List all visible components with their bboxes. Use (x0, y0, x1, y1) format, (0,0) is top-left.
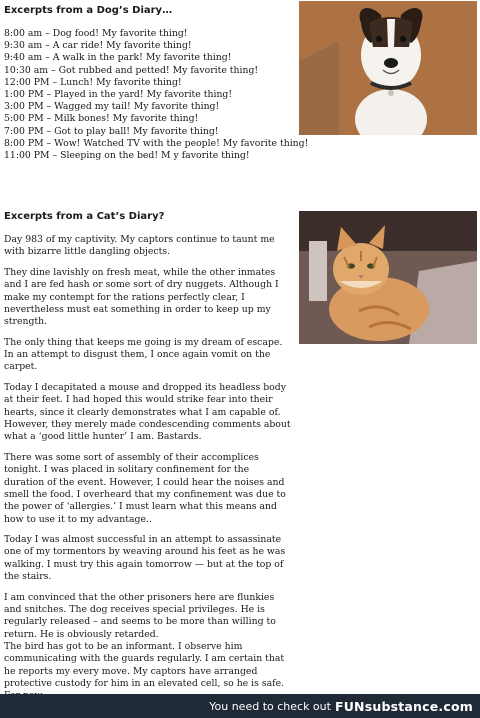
dog-entry: 12:00 PM – Lunch! My favorite thing! (4, 76, 182, 88)
dog-entry: 1:00 PM – Played in the yard! My favorite thing! (4, 89, 233, 101)
dog-entry: 5:00 PM – Milk bones! My favorite thing! (4, 113, 199, 125)
cat-paragraph: The only thing that keeps me going is my dream of escape. In an attempt to disgust them, I once again vomit on the carpet. (4, 336, 283, 373)
dog-entry: 9:30 am – A car ride! My favorite thing! (4, 40, 192, 52)
cat-paragraph: I am convinced that the other prisoners here are flunkies and snitches. The dog receives special privileges. He is regularly released – and seems to be more than willing to return. He is obviously retarded. (4, 591, 276, 640)
dog-entry: 8:00 am – Dog food! My favorite thing! (4, 28, 188, 39)
dog-entry: 3:00 PM – Wagged my tail! My favorite thing! (4, 101, 220, 113)
cat-paragraph: The bird has got to be an informant. I observe him communicating with the guards regularly. I am certain that he reports my every move. My captors have arranged protective custody for him in an elevated cell, so he is safe. (4, 640, 285, 689)
dog-entry: 9:40 am – A walk in the park! My favorite thing! (4, 52, 232, 64)
cat-diary-title: Excerpts from a Cat’s Diary? (4, 211, 165, 222)
footer-brand[interactable]: FUNsubstance.com (334, 698, 473, 714)
dog-entry: 10:30 am – Got rubbed and petted! My favorite thing! (4, 64, 259, 76)
cat-paragraph: They dine lavishly on fresh meat, while the other inmates and I are fed hash or some sort of dry nuggets. Although I make my contempt for the rations perfectly clear, I nevertheless must eat something in order to keep up my strength. (4, 266, 279, 328)
footer-text: You need to check out (209, 699, 331, 713)
dog-entry: 8:00 PM – Wow! Watched TV with the people! My favorite thing! (4, 137, 309, 149)
cat-paragraph: Today I decapitated a mouse and dropped its headless body at their feet. I had hoped this would strike fear into their hearts, since it clearly demonstrates what I am capable of. However, they merely made condescending comments about what a ‘good little hunter’ I am. Bastards. (4, 382, 291, 443)
cat-photo (299, 211, 477, 344)
cat-paragraph: Today I was almost successful in an attempt to assassinate one of my tormentors by weaving around his feet as he was walking. I must try this again tomorrow — but at the top of the stairs. (4, 534, 286, 583)
cat-paragraph: There was some sort of assembly of their accomplices tonight. I was placed in solitary confinement for the duration of the event. However, I could hear the noises and smell the food. I overheard that my confinement was due to the power of ‘allergies.’ I must learn what this means and how to use it to my advantage.. (4, 452, 286, 525)
cat-paragraph: Day 983 of my captivity. My captors continue to taunt me with bizarre little dangling objects. (4, 234, 275, 258)
dog-entry: 7:00 PM – Got to play ball! My favorite thing! (4, 125, 219, 137)
dog-photo (299, 1, 477, 135)
footer-banner (0, 694, 480, 718)
dog-diary-entries (4, 28, 309, 162)
dog-entry: 11:00 PM – Sleeping on the bed! M y favorite thing! (4, 150, 250, 162)
cat-diary-text (4, 234, 296, 711)
dog-diary-title: Excerpts from a Dog’s Diary… (4, 5, 173, 16)
